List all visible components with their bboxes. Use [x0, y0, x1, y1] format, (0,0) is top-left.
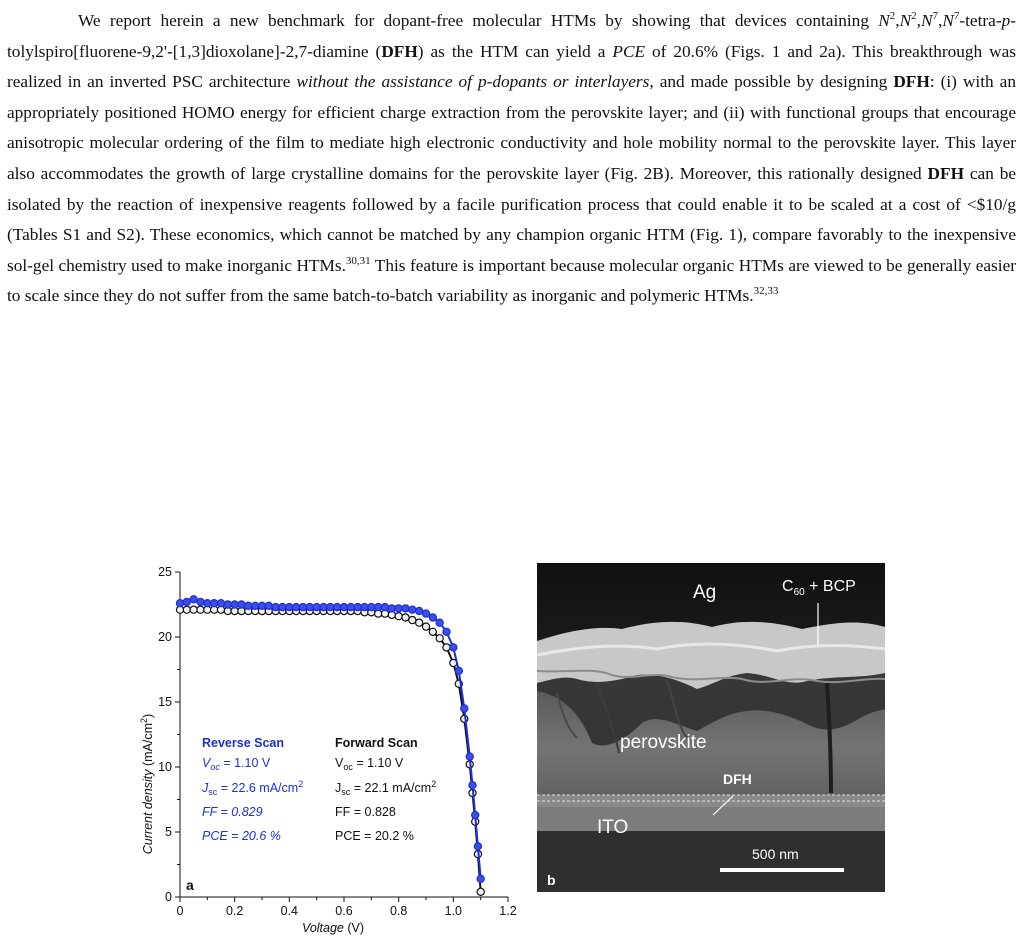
citation-ref: 32,33 — [753, 285, 779, 298]
jv-chart — [128, 560, 528, 942]
reverse-ff: FF = 0.829 — [202, 805, 263, 819]
para-text: , — [938, 11, 943, 30]
forward-scan-point — [429, 628, 436, 635]
superscript: 7 — [953, 10, 960, 22]
x-tick-label: 1.2 — [499, 904, 517, 918]
reverse-scan-point — [313, 604, 320, 611]
reverse-scan-point — [395, 605, 402, 612]
y-tick-label: 5 — [165, 825, 172, 839]
reverse-scan-point — [204, 600, 211, 607]
forward-scan-point — [443, 644, 450, 651]
reverse-scan-point — [299, 604, 306, 611]
reverse-scan-point — [258, 602, 265, 609]
y-tick-label: 25 — [158, 565, 172, 579]
para-text: -tetra- — [959, 11, 1002, 30]
y-tick-label: 20 — [158, 630, 172, 644]
para-text: , and made possible by designing — [649, 72, 894, 92]
forward-scan-point — [197, 606, 204, 613]
reverse-scan-point — [279, 604, 286, 611]
reverse-scan-point — [197, 598, 204, 605]
forward-scan-point — [402, 614, 409, 621]
label-ito: ITO — [597, 817, 629, 838]
para-text: ) as the HTM can yield a — [417, 41, 613, 61]
superscript: 2 — [889, 10, 896, 22]
para-text: -tolylspiro[fluorene-9,2'-[1,3]dioxolane]-2,7-diamine ( — [7, 11, 1016, 61]
scale-bar — [720, 868, 844, 872]
label-perovskite: perovskite — [620, 732, 707, 753]
y-tick-label: 0 — [165, 890, 172, 904]
reverse-scan-point — [477, 875, 484, 882]
reverse-scan-point — [354, 604, 361, 611]
superscript: 2 — [911, 10, 917, 22]
x-tick-label: 0.8 — [389, 904, 408, 918]
compound-name: DFH — [381, 41, 418, 61]
sem-micrograph — [537, 563, 885, 892]
reverse-scan-point — [422, 610, 429, 617]
label-dfh: DFH — [723, 771, 752, 787]
y-tick-label: 10 — [158, 760, 172, 774]
reverse-scan-point — [381, 604, 388, 611]
forward-scan-point — [409, 617, 416, 624]
body-paragraph — [7, 6, 1016, 312]
reverse-scan-point — [443, 628, 450, 635]
reverse-scan-point — [231, 601, 238, 608]
reverse-scan-point — [334, 604, 341, 611]
reverse-scan-point — [238, 601, 245, 608]
x-tick-label: 0.6 — [335, 904, 353, 918]
reverse-scan-point — [450, 644, 457, 651]
reverse-scan-point — [293, 604, 300, 611]
reverse-scan-title: Reverse Scan — [202, 736, 285, 750]
reverse-scan-point — [436, 619, 443, 626]
x-tick-label: 0.4 — [280, 904, 299, 918]
forward-scan-point — [183, 606, 190, 613]
scale-bar-label: 500 nm — [752, 846, 799, 862]
reverse-scan-point — [461, 705, 468, 712]
reverse-scan-point — [402, 605, 409, 612]
forward-scan-point — [422, 623, 429, 630]
reverse-scan-point — [252, 602, 259, 609]
reverse-scan-point — [455, 667, 462, 674]
x-axis-label: Voltage (V) — [301, 921, 365, 935]
sem-image — [537, 563, 885, 892]
panel-label-b: b — [547, 872, 556, 888]
x-tick-label: 0 — [176, 904, 184, 918]
reverse-scan-point — [217, 600, 224, 607]
forward-scan-point — [436, 635, 443, 642]
x-tick-label: 0.2 — [225, 904, 244, 918]
para-text: can be isolated by the reaction of inexpensive reagents followed by a facile purification process that could enable it to be scaled at a cost of <$10/g (Tables S1 and S2). These economics, which cannot be matched by any champion organic HTM (Fig. 1), compare favorably to the inexpensive sol-gel chemistry used to make inorganic HTMs. — [7, 163, 1016, 275]
para-text: , — [916, 11, 921, 30]
para-text: : (i) with an appropriately positioned HOMO energy for efficient charge extraction from the perovskite layer; and (ii) with functional groups that encourage anisotropic molecular ordering of the film to mediate high electronic conductivity and hole mobility normal to the perovskite layer. This layer also accommodates the growth of large crystalline domains for the perovskite layer (Fig. 2B). Moreover, this rationally designed — [7, 72, 1016, 183]
x-tick-label: 1.0 — [444, 904, 463, 918]
forward-jsc: $J_{sc} = 22.1$ $mA/cm^2$ — [335, 779, 437, 797]
para-text: We report herein a new benchmark for dopant-free molecular HTMs by showing that devices containing — [78, 11, 879, 30]
reverse-scan-point — [183, 598, 190, 605]
para-text: N — [942, 11, 954, 30]
compound-name: DFH — [893, 72, 930, 92]
reverse-scan-point — [320, 604, 327, 611]
citation-ref: 30,31 — [345, 254, 371, 267]
label-ag: Ag — [693, 582, 717, 603]
reverse-scan-point — [375, 604, 382, 611]
reverse-scan-point — [361, 604, 368, 611]
forward-pce: PCE = 20.2 % — [335, 829, 414, 843]
reverse-scan-point — [327, 604, 334, 611]
para-text: N — [920, 11, 933, 30]
reverse-scan-point — [368, 604, 375, 611]
reverse-pce: PCE = 20.6 % — [202, 829, 281, 843]
forward-scan-line — [180, 610, 481, 892]
para-text: p — [1001, 11, 1011, 30]
forward-scan-point — [190, 606, 197, 613]
forward-scan-point — [477, 888, 484, 895]
reverse-scan-point — [472, 812, 479, 819]
para-text: N — [899, 11, 912, 30]
compound-name: DFH — [927, 163, 965, 183]
reverse-voc: $V_{oc} = 1.10$ V — [202, 756, 271, 772]
reverse-scan-point — [272, 604, 279, 611]
reverse-scan-point — [429, 614, 436, 621]
reverse-scan-point — [211, 600, 218, 607]
reverse-scan-point — [388, 605, 395, 612]
para-text: without the assistance of p-dopants or interlayers — [296, 72, 650, 92]
reverse-scan-point — [224, 601, 231, 608]
reverse-scan-point — [340, 604, 347, 611]
reverse-scan-point — [466, 753, 473, 760]
para-text: This feature is important because molecular organic HTMs are viewed to be generally easier to scale since they do not suffer from the same batch-to-batch variability as inorganic and polymeric HTMs. — [7, 255, 1016, 306]
para-text: N — [878, 11, 890, 30]
reverse-jsc: $J_{sc} = 22.6$ $mA/cm^2$ — [202, 779, 304, 797]
y-tick-label: 15 — [158, 695, 172, 709]
superscript: 7 — [932, 10, 939, 22]
para-text: PCE — [612, 41, 646, 61]
forward-scan-point — [395, 613, 402, 620]
reverse-scan-point — [347, 604, 354, 611]
para-text: of 20.6% (Figs. 1 and 2a). This breakthrough was realized in an inverted PSC architecture — [7, 41, 1016, 92]
reverse-scan-point — [286, 604, 293, 611]
para-text: , — [895, 11, 900, 30]
forward-ff: FF = 0.828 — [335, 805, 396, 819]
reverse-scan-point — [265, 602, 272, 609]
reverse-scan-point — [469, 782, 476, 789]
forward-scan-point — [416, 619, 423, 626]
reverse-scan-point — [474, 843, 481, 850]
label-c60-bcp: $C_{60}$ + BCP — [782, 578, 856, 598]
panel-label-a: a — [186, 877, 194, 893]
reverse-scan-point — [409, 606, 416, 613]
reverse-scan-point — [416, 607, 423, 614]
reverse-scan-point — [245, 602, 252, 609]
reverse-scan-point — [190, 596, 197, 603]
forward-scan-title: Forward Scan — [335, 736, 418, 750]
forward-voc: $V_{oc} = 1.10$ V — [335, 756, 404, 772]
reverse-scan-point — [306, 604, 313, 611]
reverse-scan-point — [176, 600, 183, 607]
y-axis-label: Current density $(mA/cm^2)$ — [139, 713, 155, 855]
